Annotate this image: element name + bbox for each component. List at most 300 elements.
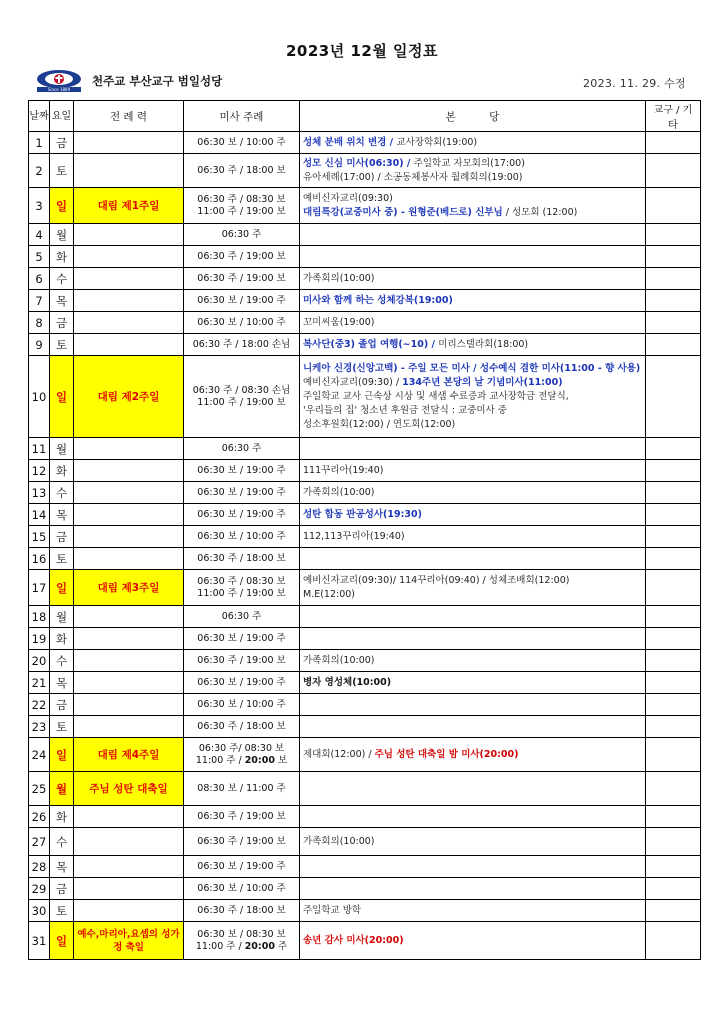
weekday-cell: 금 bbox=[50, 526, 74, 548]
liturgy-cell bbox=[74, 132, 184, 154]
table-row bbox=[29, 806, 701, 828]
mass-line: 06:30 주 / 08:30 보 bbox=[197, 193, 286, 205]
liturgy-cell: 대림 제3주일 bbox=[74, 570, 184, 606]
events-cell bbox=[300, 606, 646, 628]
header-dow: 요일 bbox=[50, 101, 74, 132]
liturgy-cell bbox=[74, 526, 184, 548]
liturgy-cell bbox=[74, 268, 184, 290]
day-cell: 9 bbox=[29, 334, 50, 356]
note-cell bbox=[646, 694, 701, 716]
events-cell bbox=[300, 438, 646, 460]
mass-line: 06:30 보 / 19:00 주 bbox=[197, 632, 286, 644]
liturgy-cell bbox=[74, 628, 184, 650]
note-cell bbox=[646, 922, 701, 960]
header-row bbox=[29, 101, 701, 132]
day-cell: 13 bbox=[29, 482, 50, 504]
day-cell: 2 bbox=[29, 154, 50, 188]
event-text: 주일학교 교사 근속상 시상 및 새샘 수료증과 교사장학금 전달식, bbox=[303, 390, 569, 402]
mass-line: 06:30 주 / 08:30 손님 bbox=[192, 384, 291, 396]
mass-line: 06:30 보 / 19:00 주 bbox=[197, 464, 286, 476]
mass-cell bbox=[184, 246, 300, 268]
liturgy-cell: 예수,마리아,요셉의 성가정 축일 bbox=[74, 922, 184, 960]
mass-cell bbox=[184, 334, 300, 356]
day-cell: 21 bbox=[29, 672, 50, 694]
events-cell bbox=[300, 738, 646, 772]
liturgy-cell bbox=[74, 716, 184, 738]
events-cell bbox=[300, 246, 646, 268]
mass-cell bbox=[184, 694, 300, 716]
mass-line: 08:30 보 / 11:00 주 bbox=[197, 782, 286, 794]
header-mass: 미사 주례 bbox=[184, 101, 300, 132]
liturgy-cell bbox=[74, 856, 184, 878]
table-row bbox=[29, 290, 701, 312]
event-line bbox=[303, 390, 642, 404]
mass-line: 06:30 주 / 18:00 손님 bbox=[192, 338, 291, 350]
event-text: 주일학교 방학 bbox=[303, 904, 362, 916]
event-text: 미리스텔라회(18:00) bbox=[438, 338, 529, 350]
mass-line: 06:30 보 / 19:00 주 bbox=[197, 294, 286, 306]
event-text: 예비신자교리(09:30) bbox=[303, 192, 393, 204]
table-row bbox=[29, 526, 701, 548]
event-text: 가족회의(10:00) bbox=[303, 835, 375, 847]
event-line bbox=[303, 934, 642, 948]
mass-line: 06:30 주/ 08:30 보 bbox=[198, 742, 285, 754]
event-line bbox=[303, 418, 642, 432]
mass-cell bbox=[184, 828, 300, 856]
note-cell bbox=[646, 482, 701, 504]
note-cell bbox=[646, 650, 701, 672]
weekday-cell: 월 bbox=[50, 438, 74, 460]
mass-cell bbox=[184, 460, 300, 482]
table-row bbox=[29, 694, 701, 716]
table-row bbox=[29, 900, 701, 922]
note-cell bbox=[646, 526, 701, 548]
table-row bbox=[29, 356, 701, 438]
mass-cell bbox=[184, 650, 300, 672]
events-cell bbox=[300, 922, 646, 960]
mass-cell bbox=[184, 628, 300, 650]
events-cell bbox=[300, 188, 646, 224]
event-line bbox=[303, 904, 642, 918]
table-row bbox=[29, 246, 701, 268]
table-row bbox=[29, 828, 701, 856]
event-line bbox=[303, 835, 642, 849]
liturgy-cell bbox=[74, 312, 184, 334]
day-cell: 27 bbox=[29, 828, 50, 856]
table-row bbox=[29, 334, 701, 356]
day-cell: 7 bbox=[29, 290, 50, 312]
weekday-cell: 목 bbox=[50, 856, 74, 878]
weekday-cell: 일 bbox=[50, 922, 74, 960]
weekday-cell: 화 bbox=[50, 460, 74, 482]
weekday-cell: 월 bbox=[50, 606, 74, 628]
event-text: 가족회의(10:00) bbox=[303, 486, 375, 498]
day-cell: 14 bbox=[29, 504, 50, 526]
mass-line: 11:00 주 / 19:00 보 bbox=[197, 396, 286, 408]
events-cell bbox=[300, 716, 646, 738]
event-line bbox=[303, 316, 642, 330]
note-cell bbox=[646, 356, 701, 438]
event-text: 예비신자교리(09:30)/ 114꾸리아(09:40) / 성체조배회(12:00) bbox=[303, 574, 570, 586]
revision-date: 2023. 11. 29. 수정 bbox=[582, 77, 686, 90]
mass-cell bbox=[184, 356, 300, 438]
weekday-cell: 금 bbox=[50, 878, 74, 900]
liturgy-cell bbox=[74, 694, 184, 716]
table-row bbox=[29, 312, 701, 334]
liturgy-cell bbox=[74, 246, 184, 268]
mass-line: 06:30 주 / 19:00 보 bbox=[197, 272, 286, 284]
mass-line: 06:30 주 / 18:00 보 bbox=[197, 904, 286, 916]
event-line bbox=[303, 654, 642, 668]
liturgy-cell bbox=[74, 504, 184, 526]
events-cell bbox=[300, 460, 646, 482]
header-main: 본 당 bbox=[300, 101, 646, 132]
event-line bbox=[303, 376, 642, 390]
table-row bbox=[29, 268, 701, 290]
day-cell: 10 bbox=[29, 356, 50, 438]
event-text: 니케아 신경(신앙고백) - 주일 모든 미사 / 성수예식 겸한 미사(11:00 - 향 사용) bbox=[303, 362, 641, 374]
mass-cell bbox=[184, 290, 300, 312]
table-row bbox=[29, 132, 701, 154]
mass-line: 06:30 보 / 08:30 보 bbox=[197, 928, 286, 940]
note-cell bbox=[646, 900, 701, 922]
mass-line: 06:30 주 / 19:00 보 bbox=[197, 654, 286, 666]
note-cell bbox=[646, 628, 701, 650]
table-row bbox=[29, 482, 701, 504]
liturgy-cell bbox=[74, 224, 184, 246]
event-text: M.E(12:00) bbox=[303, 588, 356, 600]
events-cell bbox=[300, 772, 646, 806]
day-cell: 3 bbox=[29, 188, 50, 224]
event-text: 가족회의(10:00) bbox=[303, 272, 375, 284]
mass-cell bbox=[184, 312, 300, 334]
liturgy-cell bbox=[74, 606, 184, 628]
mass-cell bbox=[184, 438, 300, 460]
liturgy-cell bbox=[74, 482, 184, 504]
note-cell bbox=[646, 548, 701, 570]
event-text: 112,113꾸리아(19:40) bbox=[303, 530, 405, 542]
mass-cell bbox=[184, 188, 300, 224]
day-cell: 11 bbox=[29, 438, 50, 460]
event-text: 교사장학회(19:00) bbox=[396, 136, 478, 148]
mass-line: 06:30 주 / 18:00 보 bbox=[197, 164, 286, 176]
day-cell: 26 bbox=[29, 806, 50, 828]
page-title: 2023년 12월 일정표 bbox=[285, 42, 439, 60]
note-cell bbox=[646, 312, 701, 334]
day-cell: 28 bbox=[29, 856, 50, 878]
parish-logo bbox=[34, 68, 84, 92]
events-cell bbox=[300, 806, 646, 828]
mass-cell bbox=[184, 570, 300, 606]
events-cell bbox=[300, 132, 646, 154]
events-cell bbox=[300, 154, 646, 188]
mass-line: 06:30 주 / 19:00 보 bbox=[197, 810, 286, 822]
header-day: 날짜 bbox=[29, 101, 50, 132]
mass-cell bbox=[184, 900, 300, 922]
weekday-cell: 금 bbox=[50, 694, 74, 716]
event-line bbox=[303, 574, 642, 588]
event-text: 제대회(12:00) / bbox=[303, 748, 375, 760]
table-row bbox=[29, 504, 701, 526]
day-cell: 20 bbox=[29, 650, 50, 672]
mass-cell bbox=[184, 504, 300, 526]
event-text: '우리들의 집' 청소년 후원금 전달식 : 교중미사 중 bbox=[303, 404, 507, 416]
weekday-cell: 토 bbox=[50, 900, 74, 922]
table-row bbox=[29, 672, 701, 694]
event-text: 유아세례(17:00) / 소공동체봉사자 월례회의(19:00) bbox=[303, 171, 523, 183]
event-text: 134주년 본당의 날 기념미사(11:00) bbox=[402, 376, 563, 388]
day-cell: 30 bbox=[29, 900, 50, 922]
header-note: 교구 / 기타 bbox=[646, 101, 701, 132]
weekday-cell: 월 bbox=[50, 772, 74, 806]
weekday-cell: 수 bbox=[50, 828, 74, 856]
table-row bbox=[29, 154, 701, 188]
mass-cell bbox=[184, 154, 300, 188]
day-cell: 23 bbox=[29, 716, 50, 738]
mass-line: 06:30 주 / 19:00 보 bbox=[197, 835, 286, 847]
note-cell bbox=[646, 504, 701, 526]
note-cell bbox=[646, 878, 701, 900]
event-line bbox=[303, 588, 642, 602]
mass-line: 06:30 주 / 19:00 보 bbox=[197, 250, 286, 262]
parish-name: 천주교 부산교구 범일성당 bbox=[92, 74, 223, 88]
event-line bbox=[303, 362, 642, 376]
event-text: 꼬미씨움(19:00) bbox=[303, 316, 375, 328]
liturgy-cell bbox=[74, 672, 184, 694]
note-cell bbox=[646, 570, 701, 606]
liturgy-cell bbox=[74, 828, 184, 856]
day-cell: 4 bbox=[29, 224, 50, 246]
mass-cell bbox=[184, 922, 300, 960]
mass-cell bbox=[184, 132, 300, 154]
weekday-cell: 화 bbox=[50, 806, 74, 828]
events-cell bbox=[300, 526, 646, 548]
events-cell bbox=[300, 504, 646, 526]
note-cell bbox=[646, 132, 701, 154]
table-row bbox=[29, 922, 701, 960]
events-cell bbox=[300, 672, 646, 694]
mass-cell bbox=[184, 672, 300, 694]
events-cell bbox=[300, 650, 646, 672]
day-cell: 6 bbox=[29, 268, 50, 290]
mass-cell bbox=[184, 878, 300, 900]
day-cell: 31 bbox=[29, 922, 50, 960]
event-text: 주일학교 자모회의(17:00) bbox=[413, 157, 525, 169]
mass-cell bbox=[184, 716, 300, 738]
table-row bbox=[29, 856, 701, 878]
event-line bbox=[303, 272, 642, 286]
event-line bbox=[303, 192, 642, 206]
day-cell: 16 bbox=[29, 548, 50, 570]
day-cell: 1 bbox=[29, 132, 50, 154]
note-cell bbox=[646, 828, 701, 856]
note-cell bbox=[646, 806, 701, 828]
weekday-cell: 목 bbox=[50, 290, 74, 312]
logo-since: Since 1889 bbox=[47, 87, 71, 92]
weekday-cell: 토 bbox=[50, 334, 74, 356]
note-cell bbox=[646, 224, 701, 246]
mass-cell bbox=[184, 806, 300, 828]
mass-line: 11:00 주 / 20:00 보 bbox=[195, 754, 288, 766]
events-cell bbox=[300, 900, 646, 922]
event-line bbox=[303, 530, 642, 544]
table-row bbox=[29, 628, 701, 650]
mass-line: 06:30 보 / 10:00 주 bbox=[197, 882, 286, 894]
events-cell bbox=[300, 628, 646, 650]
table-row bbox=[29, 738, 701, 772]
note-cell bbox=[646, 672, 701, 694]
note-cell bbox=[646, 856, 701, 878]
event-line bbox=[303, 676, 642, 690]
weekday-cell: 일 bbox=[50, 356, 74, 438]
events-cell bbox=[300, 548, 646, 570]
mass-cell bbox=[184, 738, 300, 772]
table-row bbox=[29, 460, 701, 482]
day-cell: 18 bbox=[29, 606, 50, 628]
liturgy-cell: 대림 제4주일 bbox=[74, 738, 184, 772]
table-row bbox=[29, 650, 701, 672]
events-cell bbox=[300, 570, 646, 606]
weekday-cell: 수 bbox=[50, 268, 74, 290]
mass-line: 11:00 주 / 19:00 보 bbox=[197, 587, 286, 599]
liturgy-cell bbox=[74, 878, 184, 900]
mass-cell bbox=[184, 856, 300, 878]
header-liturgy: 전 례 력 bbox=[74, 101, 184, 132]
events-cell bbox=[300, 268, 646, 290]
mass-line: 06:30 보 / 10:00 주 bbox=[197, 316, 286, 328]
events-cell bbox=[300, 356, 646, 438]
liturgy-cell bbox=[74, 548, 184, 570]
note-cell bbox=[646, 772, 701, 806]
day-cell: 22 bbox=[29, 694, 50, 716]
event-text: 미사와 함께 하는 성체강복(19:00) bbox=[303, 294, 453, 306]
event-text: 111꾸리아(19:40) bbox=[303, 464, 384, 476]
liturgy-cell bbox=[74, 334, 184, 356]
events-cell bbox=[300, 334, 646, 356]
mass-line: 06:30 보 / 10:00 주 bbox=[197, 698, 286, 710]
weekday-cell: 화 bbox=[50, 628, 74, 650]
weekday-cell: 화 bbox=[50, 246, 74, 268]
mass-cell bbox=[184, 482, 300, 504]
event-text: 병자 영성체(10:00) bbox=[303, 676, 392, 688]
note-cell bbox=[646, 246, 701, 268]
note-cell bbox=[646, 438, 701, 460]
liturgy-cell bbox=[74, 806, 184, 828]
event-line bbox=[303, 294, 642, 308]
event-line bbox=[303, 748, 642, 762]
mass-line: 11:00 주 / 20:00 주 bbox=[195, 940, 288, 952]
day-cell: 8 bbox=[29, 312, 50, 334]
liturgy-cell bbox=[74, 154, 184, 188]
table-row bbox=[29, 570, 701, 606]
events-cell bbox=[300, 878, 646, 900]
mass-line: 06:30 주 bbox=[221, 610, 262, 622]
note-cell bbox=[646, 334, 701, 356]
weekday-cell: 일 bbox=[50, 188, 74, 224]
weekday-cell: 수 bbox=[50, 482, 74, 504]
event-line bbox=[303, 508, 642, 522]
liturgy-cell: 대림 제2주일 bbox=[74, 356, 184, 438]
event-line bbox=[303, 157, 642, 171]
event-text: 가족회의(10:00) bbox=[303, 654, 375, 666]
mass-cell bbox=[184, 606, 300, 628]
mass-line: 06:30 보 / 19:00 주 bbox=[197, 508, 286, 520]
day-cell: 5 bbox=[29, 246, 50, 268]
events-cell bbox=[300, 312, 646, 334]
event-text: 성체 분배 위치 변경 / bbox=[303, 136, 397, 148]
event-line bbox=[303, 338, 642, 352]
events-cell bbox=[300, 856, 646, 878]
weekday-cell: 목 bbox=[50, 672, 74, 694]
events-cell bbox=[300, 694, 646, 716]
liturgy-cell: 대림 제1주일 bbox=[74, 188, 184, 224]
liturgy-cell: 주님 성탄 대축일 bbox=[74, 772, 184, 806]
day-cell: 15 bbox=[29, 526, 50, 548]
event-text: 대림특강(교중미사 중) - 원형준(베드로) 신부님 bbox=[303, 206, 503, 218]
weekday-cell: 토 bbox=[50, 716, 74, 738]
note-cell bbox=[646, 268, 701, 290]
weekday-cell: 일 bbox=[50, 738, 74, 772]
table-row bbox=[29, 878, 701, 900]
event-text: 주님 성탄 대축일 밤 미사(20:00) bbox=[374, 748, 519, 760]
mass-cell bbox=[184, 224, 300, 246]
mass-cell bbox=[184, 548, 300, 570]
event-line bbox=[303, 171, 642, 185]
table-row bbox=[29, 188, 701, 224]
table-row bbox=[29, 716, 701, 738]
event-line bbox=[303, 486, 642, 500]
event-text: / 성모회 (12:00) bbox=[502, 206, 578, 218]
table-row bbox=[29, 606, 701, 628]
weekday-cell: 일 bbox=[50, 570, 74, 606]
table-row bbox=[29, 772, 701, 806]
weekday-cell: 금 bbox=[50, 312, 74, 334]
mass-line: 06:30 주 / 18:00 보 bbox=[197, 552, 286, 564]
events-cell bbox=[300, 828, 646, 856]
day-cell: 12 bbox=[29, 460, 50, 482]
liturgy-cell bbox=[74, 460, 184, 482]
mass-line: 06:30 주 / 08:30 보 bbox=[197, 575, 286, 587]
mass-line: 06:30 보 / 19:00 주 bbox=[197, 676, 286, 688]
liturgy-cell bbox=[74, 650, 184, 672]
day-cell: 29 bbox=[29, 878, 50, 900]
note-cell bbox=[646, 290, 701, 312]
weekday-cell: 토 bbox=[50, 548, 74, 570]
events-cell bbox=[300, 224, 646, 246]
liturgy-cell bbox=[74, 900, 184, 922]
note-cell bbox=[646, 154, 701, 188]
mass-line: 06:30 주 / 18:00 보 bbox=[197, 720, 286, 732]
schedule-table bbox=[28, 100, 701, 960]
mass-cell bbox=[184, 268, 300, 290]
mass-line: 06:30 주 bbox=[221, 442, 262, 454]
mass-line: 06:30 보 / 10:00 주 bbox=[197, 530, 286, 542]
event-text: 성모 신심 미사(06:30) / bbox=[303, 157, 414, 169]
events-cell bbox=[300, 290, 646, 312]
note-cell bbox=[646, 738, 701, 772]
event-text: 성소후원회(12:00) / 연도회(12:00) bbox=[303, 418, 456, 430]
weekday-cell: 목 bbox=[50, 504, 74, 526]
day-cell: 24 bbox=[29, 738, 50, 772]
table-row bbox=[29, 548, 701, 570]
note-cell bbox=[646, 716, 701, 738]
day-cell: 17 bbox=[29, 570, 50, 606]
note-cell bbox=[646, 188, 701, 224]
note-cell bbox=[646, 606, 701, 628]
event-text: 예비신자교리(09:30) / bbox=[303, 376, 403, 388]
mass-cell bbox=[184, 772, 300, 806]
mass-line: 11:00 주 / 19:00 보 bbox=[197, 205, 286, 217]
